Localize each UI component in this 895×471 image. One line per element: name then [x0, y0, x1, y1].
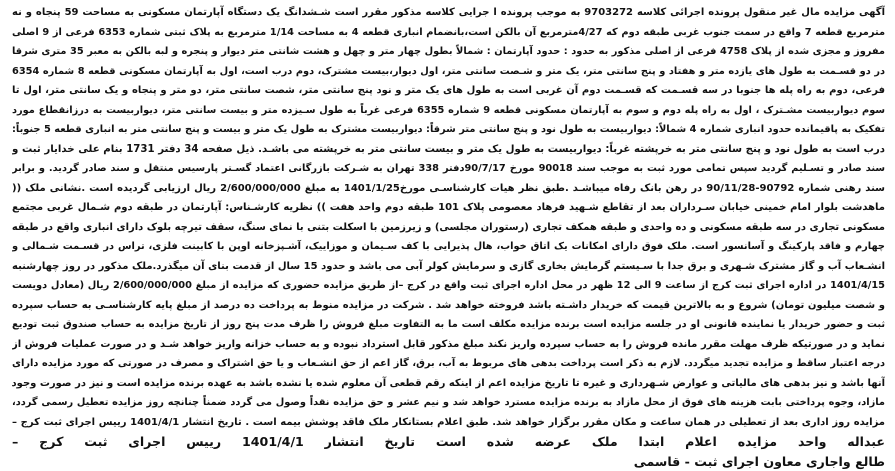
notice-line-6: سوم دیواربیست مشـترک ، اول به راه پله دوم و سوم به آپارتمان مسکونی قطعه 9 شماره 6355 فرعی غرباً به طول سـیزده متر و بیست سانتی متر، دیواربیست به درزانقطاع مورد [12, 104, 885, 116]
notice-line-13: چهارم و فاقد پارکینگ و آسانسور است. ملک فوق دارای امکانات یک اتاق خواب، هال پذیرایی با کف سـیمان و موزاییک، آشـپزخانه اوپن با کابینت فلزی، تراس در قسـمت شـمالی و [12, 241, 885, 252]
notice-line-18: نماید و در صورتیکه ظرف مهلت مقرر مانده فروش را به حساب سپرده واریز نکند مبلغ مذکور قابل استرداد نبوده و به حساب خزانه واریز خواهد شـد و در صورت عملیات فروش از [12, 338, 885, 350]
notice-line-15: 1401/4/15 در اداره اجرای ثبت کرج از ساعت 9 الی 12 ظهر در محل اداره اجرای ثبت واقع در کرج –از طریق مزایده حضوری که مزایده از مبلغ 2/600/000/000 ریال (معادل دویست [12, 280, 885, 291]
notice-line-10: سند رهنی شماره 90792-90/11/28 در رهن بانک رفاه میباشـد .طبق نظر هیات کارشناسـی مورخ1401/1/25 به مبلغ 2/600/000/000 ریال ارزیابی گردیده است .نشانی ملک (( [12, 182, 885, 194]
notice-line-4: در دو قسـمت به طول های یازده متر و هفتاد و پنج سانتی متر، یک متر و شـصت سانتی متر، اول دیوار،بیست مشترک، دوم درب است، اول به آپارتمان مسکونی قطعه 8 شماره 6354 [12, 65, 885, 77]
notice-line-22: مزایده روز اداری بعد از تعطیلی در همان ساعت و مکان مقرر برگزار خواهد شد. طبق اعلام بستانکار ملک فاقد پوشش بیمه است . تاریخ انتشار 1401/4/1 رییس اجرای ثبت کرج – [12, 416, 885, 428]
notice-line-20: آنها باشد و نیز بدهی های مالیاتی و عوارض شـهرداری و غیره تا تاریخ مزایده اعم از اینکه رقم قطعی آن معلوم شده یا نشده باشد به عهده برنده مزایده است و نیز در صورت وجود [12, 377, 885, 389]
notice-line-2: مترمربع قطعه 7 واقع در سمت جنوب غربی طبقه دوم که 4/27مترمربع آن بالکن است،بانضمام انباری قطعه 4 به مساحت 1/14 مترمربع به پلاک ثبتی شماره 6353 فرعی از 9 اصلی [12, 26, 885, 38]
notice-line-16: و شصت میلیون تومان) شروع و به بالاترین قیمت که خریدار داشـته باشد فروخته خواهد شد . شرکت در مزایده منوط به پرداخت ده درصد از مبلغ پایه کارشناسـی به حساب سپرده [12, 299, 885, 311]
notice-line-8: درب است به طول نود و پنج سانتی متر به خرپشته غرباً: دیواربیست به طول یک متر و بیست سانتی متر به خرپشته می باشـد. ذیل صفحه 34 دفتر 1731 بنام علی خدایار ثبت و [12, 143, 885, 155]
notice-line-19: درجه اعتبار ساقط و مزایده تجدید میگردد. لازم به ذکر است پرداخت بدهی های مربوط به آب، برق، گاز اعم از حق انشـعاب و یا حق اشتراک و مصرف در صورتی که مورد مزایده دارای [12, 358, 885, 369]
notice-line-23: عبداله واحد مزایده اعلام ابتدا ملک عرضه شده است تاریخ انتشار 1401/4/1 رییس اجرای ثبت کرج – [12, 434, 885, 449]
notice-line-7: تفکیک به پاقیمانده حدود انباری شماره 4 شمالاً: دیواربیست به طول نود و پنج سانتی متر شرقاً: دیواربیست مشترک به طول یک متر و بیست و پنج سانتی متر به انباری قطعه 5 جنوباً: [12, 124, 885, 135]
notice-line-17: ثبت و حضور خریدار یا نماینده قانونی او در جلسه مزایده است برنده مزایده مکلف است ما به التفاوت مبلغ فروش را ظرف مدت پنج روز از تاریخ مزایده به حساب صندوق ثبت تودیع [12, 319, 885, 330]
notice-line-21: مازاد، وجوه پرداختی بابت هزینه های فوق از محل مازاد به برنده مزایده مسترد خواهد شد و نیم عشر و حق مزایده نقداً وصول می گردد ضمناً چنانچه روز مزایده تعطیل رسمی گردد، [12, 397, 885, 408]
notice-line-11: ماهدشت بلوار امام خمینی خیابان سـرداران بعد از تقاطع شـهید فرهاد معصومی پلاک 101 طبقه دوم واحد هفت )) نظریه کارشـناس: آپارتمان در طبقه دوم شـمال غربی مجتمع [12, 202, 885, 213]
notice-line-9: سند صادر و تسـلیم گردید سپس تمامی مورد ثبت به موجب سند 90018 مورخ 90/7/17دفتر 338 تهران به شـرکت بازرگانی اعتماد گسـتر پارسیس منتقل و سند صادر گردید. و برابر [12, 163, 885, 174]
notice-line-1: آگهی مزایده مال غیر منقول پرونده اجرائی کلاسه 9703272 به موجب پرونده ا جرایی کلاسه مذکور مقرر است شـشدانگ یک دستگاه آپارتمان مسکونی به مساحت 59 پنجاه و نه [12, 7, 885, 18]
notice-line-12: مسکونی تجاری در سه طبقه مسکونی و ده واحدی و طبقه همکف تجاری (رستوران مجلسی) و زیرزمین با اسکلت بتنی با نمای سنگ، سقف تیرچه بلوک دارای انباری واقع در طبقه [12, 221, 885, 233]
notice-line-5: فرعی، دوم به راه پله ها جنوبا در سه قسـمت که قسـمت دوم آن غربی است به طول های یک متر و نود پنج سانتی متر، شصت سانتی متر، دو متر و پنجاه و یک سانتی متر، اول تا [12, 85, 885, 96]
notice-line-24: طالع واجاری معاون اجرای ثبت - قاسمی [633, 453, 885, 469]
notice-line-3: مفروز و مجزی شده از پلاک 4758 فرعی از اصلی مذکور به حدود : حدود آپارتمان : شمالاً بطول چهار متر و چهل و هشت شانتی متر دیوار و پنجره و لبه بالکن به معبر 35 متری شرقا [12, 46, 885, 57]
notice-line-14: انشـعاب آب و گاز مشترک شـهری و برق جدا با سـیستم گرمایش بخاری گازی و سرمایش کولر آبی می باشد و حدود 15 سال از قدمت بنای آن میگذرد.ملک مذکور در روز چهارشنبه [12, 260, 885, 272]
